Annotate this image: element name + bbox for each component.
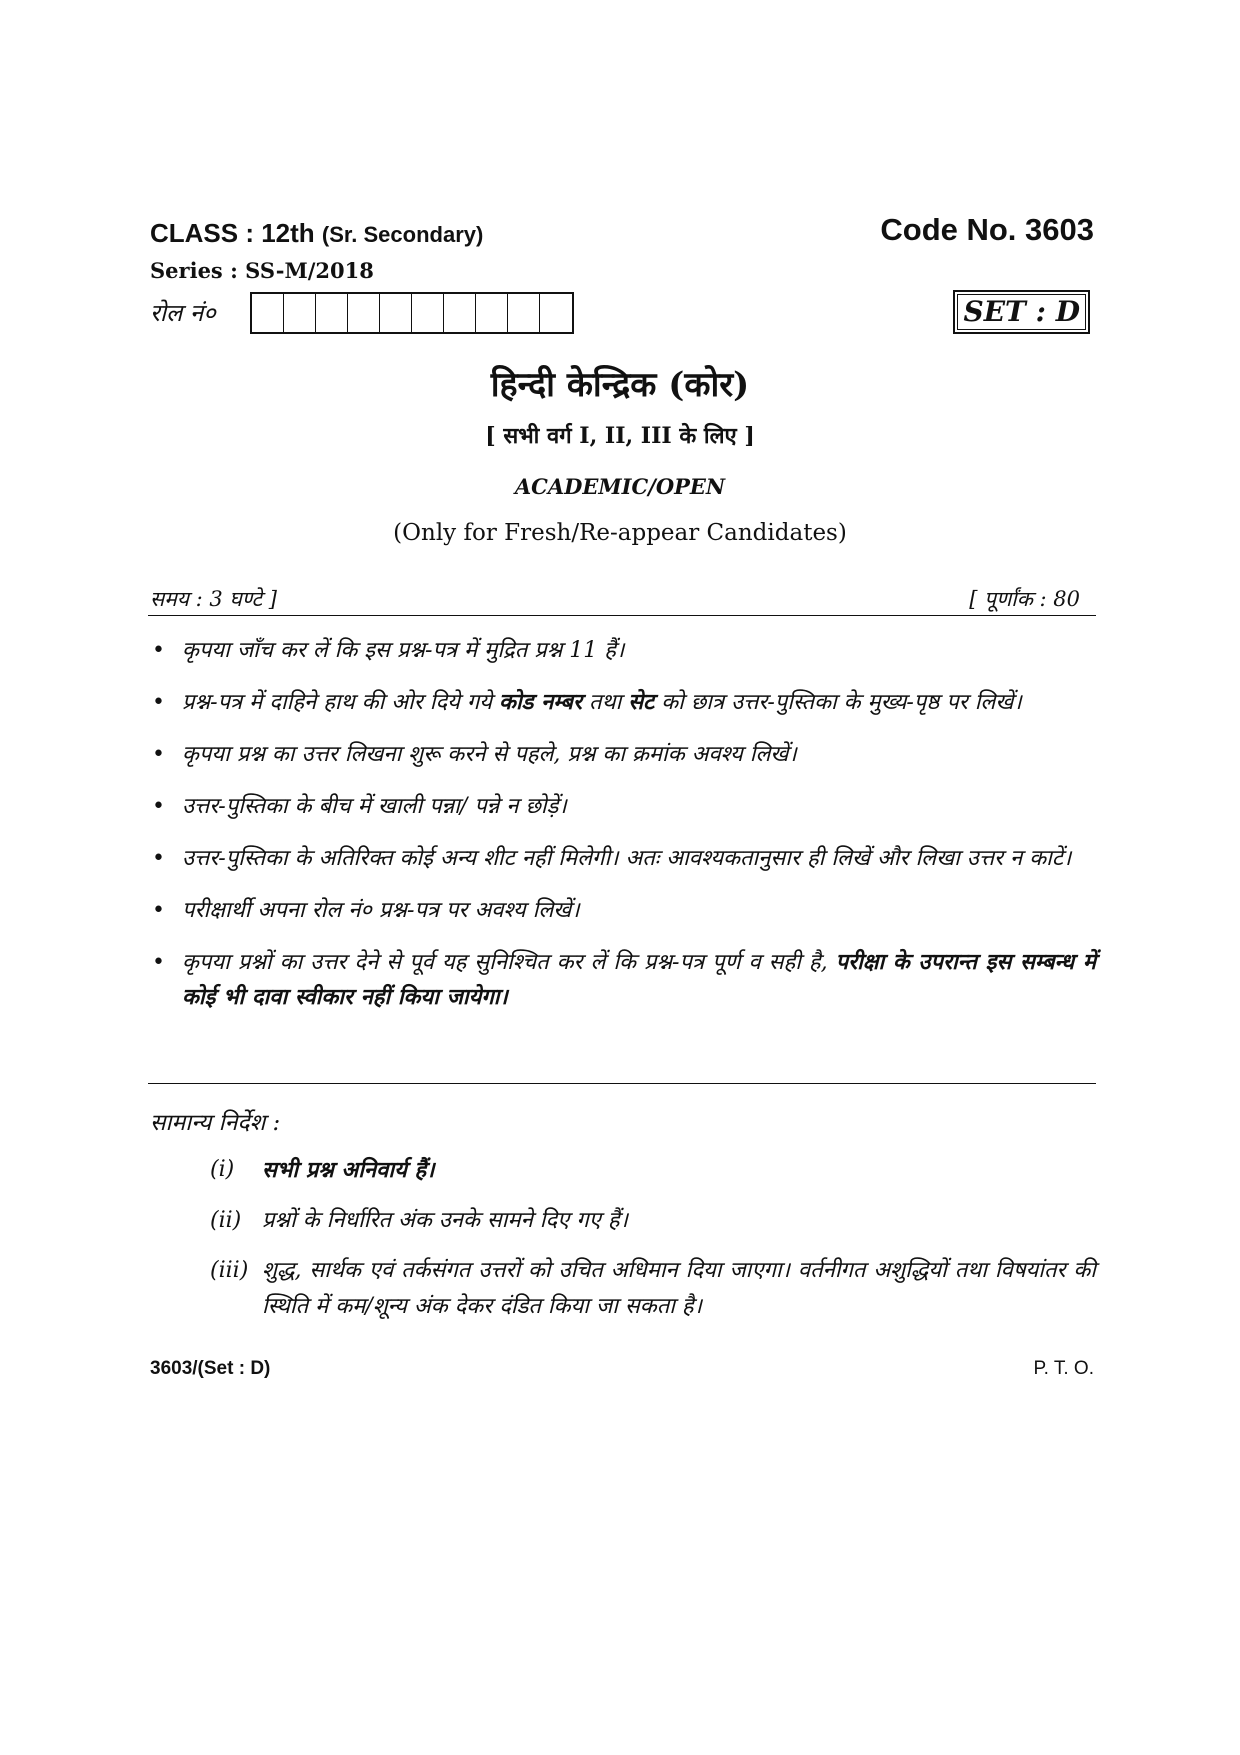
bullet-icon: •	[152, 846, 165, 871]
roll-number-box[interactable]	[476, 294, 508, 332]
subject-title: हिन्दी केन्द्रिक (कोर)	[490, 365, 750, 405]
instruction-text: प्रश्न-पत्र में दाहिने हाथ की ओर दिये गये	[182, 690, 500, 715]
roll-number-box[interactable]	[316, 294, 348, 332]
roll-number-box[interactable]	[508, 294, 540, 332]
class-label	[150, 218, 483, 249]
general-instruction-item	[210, 1253, 1096, 1325]
class-main: CLASS : 12th	[150, 218, 315, 248]
instruction-item	[150, 945, 1096, 1015]
instruction-text: परीक्षार्थी अपना रोल नं० प्रश्न-पत्र पर अवश्य लिखें।	[182, 898, 580, 923]
instruction-text: को छात्र उत्तर-पुस्तिका के मुख्य-पृष्ठ पर लिखें।	[654, 690, 1022, 715]
instruction-item	[150, 685, 1096, 720]
bullet-icon: •	[152, 638, 165, 663]
instruction-item	[150, 737, 1096, 772]
instruction-item	[150, 789, 1096, 824]
instruction-text: उत्तर-पुस्तिका के अतिरिक्त कोई अन्य शीट नहीं मिलेगी। अतः आवश्यकतानुसार ही लिखें और लिखा उत्तर न काटें।	[182, 846, 1072, 871]
general-instructions-heading: सामान्य निर्देश :	[150, 1110, 281, 1136]
bullet-icon: •	[152, 690, 165, 715]
time-allowed: समय : 3 घण्टे ]	[150, 587, 278, 611]
instruction-text: कोड नम्बर	[499, 689, 582, 715]
item-text: शुद्ध, सार्थक एवं तर्कसंगत उत्तरों को उचित अधिमान दिया जाएगा। वर्तनीगत अशुद्धियों तथा विषयांतर की स्थिति में कम/शून्य अंक देकर दंडित किया जा सकता है।	[262, 1258, 1097, 1319]
bullet-icon: •	[152, 742, 165, 767]
instruction-text: कृपया प्रश्न का उत्तर लिखना शुरू करने से पहले, प्रश्न का क्रमांक अवश्य लिखें।	[182, 742, 797, 767]
item-text: सभी प्रश्न अनिवार्य हैं।	[262, 1157, 435, 1183]
set-badge: SET : D	[953, 290, 1090, 334]
instruction-text: परीक्षा के उपरान्त इस सम्बन्ध में कोई भी दावा स्वीकार नहीं किया जायेगा।	[182, 949, 1096, 1010]
divider-top	[148, 615, 1096, 616]
item-number: (ii)	[210, 1208, 242, 1233]
roll-number-box[interactable]	[284, 294, 316, 332]
roll-number-box[interactable]	[252, 294, 284, 332]
instruction-item	[150, 893, 1096, 928]
groups-subtitle: [ सभी वर्ग I, II, III के लिए ]	[485, 423, 755, 449]
bullet-icon: •	[152, 794, 165, 819]
bullet-icon: •	[152, 898, 165, 923]
instruction-text: कृपया प्रश्नों का उत्तर देने से पूर्व यह सुनिश्चित कर लें कि प्रश्न-पत्र पूर्ण व सही है,	[182, 950, 836, 975]
instruction-text: सेट	[628, 689, 655, 715]
roll-number-label: रोल नं०	[150, 299, 216, 327]
instructions-list	[150, 633, 1096, 1032]
divider-bottom	[148, 1083, 1096, 1084]
general-instructions-list	[210, 1152, 1096, 1339]
instruction-text: उत्तर-पुस्तिका के बीच में खाली पन्ना/ पन्ने न छोड़ें।	[182, 794, 567, 819]
instruction-item	[150, 633, 1096, 668]
class-sub: (Sr. Secondary)	[321, 222, 484, 247]
instruction-item	[150, 841, 1096, 876]
footer-pto: P. T. O.	[1033, 1358, 1094, 1379]
footer-code: 3603/(Set : D)	[150, 1358, 271, 1379]
series-label: Series : SS-M/2018	[150, 258, 374, 283]
general-instruction-item	[210, 1152, 1096, 1189]
roll-number-box[interactable]	[412, 294, 444, 332]
roll-number-box[interactable]	[540, 294, 572, 332]
roll-number-box[interactable]	[444, 294, 476, 332]
code-number: Code No. 3603	[880, 212, 1094, 247]
instruction-text: तथा	[582, 690, 629, 715]
max-marks: [ पूर्णांक : 80	[969, 587, 1080, 611]
instruction-text: कृपया जाँच कर लें कि इस प्रश्न-पत्र में मुद्रित प्रश्न 11 हैं।	[182, 638, 625, 663]
item-number: (i)	[210, 1157, 235, 1182]
roll-number-box[interactable]	[348, 294, 380, 332]
roll-number-box[interactable]	[380, 294, 412, 332]
bullet-icon: •	[152, 950, 165, 975]
candidates-note: (Only for Fresh/Re-appear Candidates)	[393, 520, 847, 546]
general-instruction-item	[210, 1203, 1096, 1239]
stream-label: ACADEMIC/OPEN	[514, 474, 726, 499]
item-text: प्रश्नों के निर्धारित अंक उनके सामने दिए गए हैं।	[262, 1208, 628, 1233]
roll-number-boxes[interactable]	[250, 292, 574, 334]
item-number: (iii)	[210, 1258, 249, 1283]
